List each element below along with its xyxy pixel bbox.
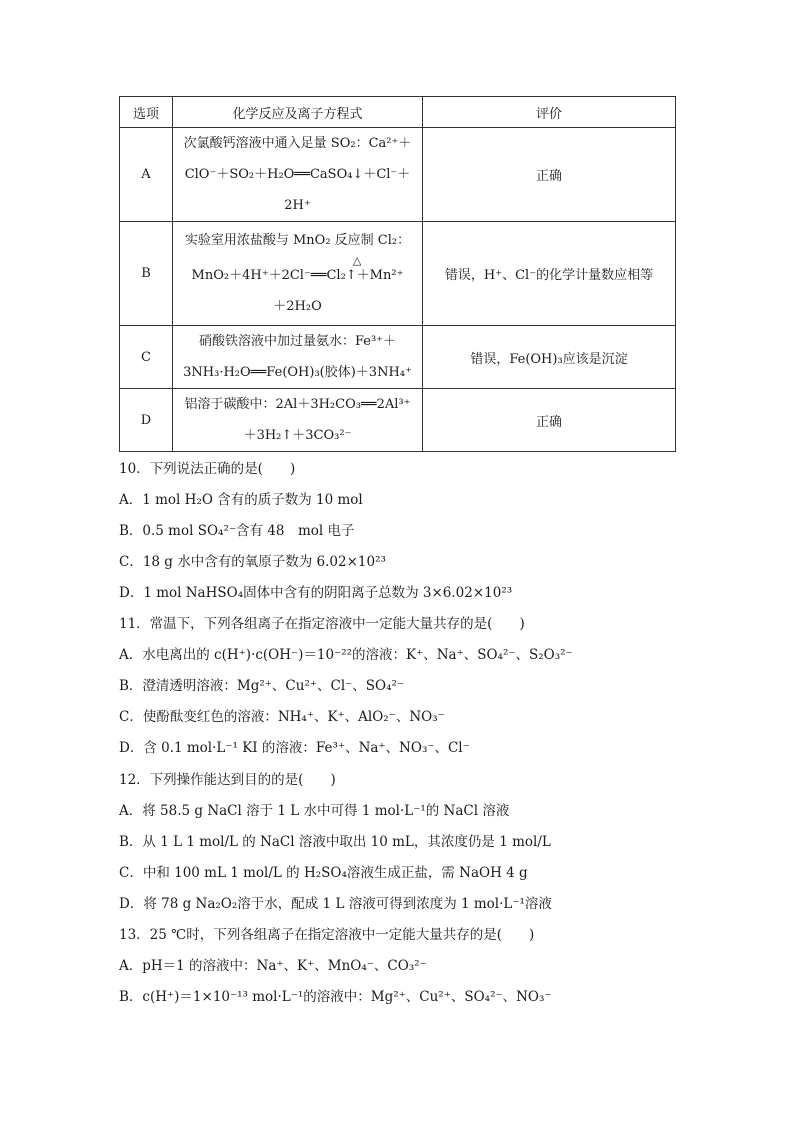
- question-11-option-b: B．澄清透明溶液：Mg²⁺、Cu²⁺、Cl⁻、SO₄²⁻: [119, 678, 405, 694]
- equation-right: ══Cl₂↑＋Mn²⁺: [310, 268, 404, 283]
- row-equation: [173, 326, 423, 389]
- header-equation: 化学反应及离子方程式: [173, 97, 423, 128]
- equation-line: ＋3H₂↑＋3CO₃²⁻: [243, 428, 352, 443]
- question-13-stem: 13．25 ℃时，下列各组离子在指定溶液中一定能大量共存的是( ): [119, 927, 535, 943]
- header-option: 选项: [120, 97, 173, 128]
- table-row: [120, 326, 676, 389]
- equation-left: MnO₂＋4H⁺＋2Cl⁻: [191, 268, 311, 283]
- question-10-option-c: C．18 g 水中含有的氧原子数为 6.02×10²³: [119, 554, 386, 570]
- question-10-option-a: A．1 mol H₂O 含有的质子数为 10 mol: [119, 492, 363, 508]
- header-evaluation: 评价: [423, 97, 676, 128]
- row-evaluation: 错误，H⁺、Cl⁻的化学计量数应相等: [423, 222, 676, 326]
- heat-triangle-icon: △: [352, 254, 362, 267]
- heating-condition: [310, 254, 404, 291]
- question-12-option-d: D．将 78 g Na₂O₂溶于水，配成 1 L 溶液可得到浓度为 1 mol·L⁻¹溶液: [119, 896, 552, 912]
- row-equation: [173, 222, 423, 326]
- question-12-option-b: B．从 1 L 1 mol/L 的 NaCl 溶液中取出 10 mL，其浓度仍是 1 mol/L: [119, 834, 551, 850]
- question-10-option-b: B．0.5 mol SO₄²⁻含有 48 mol 电子: [119, 523, 355, 539]
- equation-line: ＋2H₂O: [273, 299, 322, 314]
- row-option: D: [120, 389, 173, 452]
- row-equation: [173, 389, 423, 452]
- equation-line: 2H⁺: [284, 198, 311, 213]
- question-12-stem: 12．下列操作能达到目的的是( ): [119, 772, 336, 788]
- table-row: [120, 222, 676, 326]
- row-evaluation: 正确: [423, 389, 676, 452]
- row-evaluation: 错误，Fe(OH)₃应该是沉淀: [423, 326, 676, 389]
- equation-line: 次氯酸钙溶液中通入足量 SO₂：Ca²⁺＋: [183, 136, 412, 151]
- row-equation: [173, 128, 423, 222]
- question-12-option-a: A．将 58.5 g NaCl 溶于 1 L 水中可得 1 mol·L⁻¹的 NaCl 溶液: [119, 803, 510, 819]
- question-10-stem: 10．下列说法正确的是( ): [119, 461, 296, 477]
- row-evaluation: 正确: [423, 128, 676, 222]
- row-option: B: [120, 222, 173, 326]
- question-12-option-c: C．中和 100 mL 1 mol/L 的 H₂SO₄溶液生成正盐，需 NaOH 4 g: [119, 865, 528, 881]
- question-10-option-d: D．1 mol NaHSO₄固体中含有的阴阳离子总数为 3×6.02×10²³: [119, 585, 513, 601]
- question-11-stem: 11．常温下，下列各组离子在指定溶液中一定能大量共存的是( ): [119, 616, 525, 632]
- question-13-option-a: A．pH＝1 的溶液中：Na⁺、K⁺、MnO₄⁻、CO₃²⁻: [119, 958, 427, 974]
- question-13-option-b: B．c(H⁺)＝1×10⁻¹³ mol·L⁻¹的溶液中：Mg²⁺、Cu²⁺、SO₄²⁻、NO₃⁻: [119, 989, 552, 1005]
- equation-line: 硝酸铁溶液中加过量氨水：Fe³⁺＋: [198, 334, 397, 349]
- equation-line: 铝溶于碳酸中：2Al＋3H₂CO₃══2Al³⁺: [184, 397, 411, 412]
- row-option: C: [120, 326, 173, 389]
- table-row: [120, 128, 676, 222]
- row-option: A: [120, 128, 173, 222]
- equation-line: 实验室用浓盐酸与 MnO₂ 反应制 Cl₂：: [184, 233, 411, 248]
- question-11-option-a: A．水电离出的 c(H⁺)·c(OH⁻)＝10⁻²²的溶液：K⁺、Na⁺、SO₄²⁻、S₂O₃²⁻: [119, 647, 573, 663]
- question-11-option-c: C．使酚酞变红色的溶液：NH₄⁺、K⁺、AlO₂⁻、NO₃⁻: [119, 709, 445, 725]
- equation-line: 3NH₃·H₂O══Fe(OH)₃(胶体)＋3NH₄⁺: [183, 365, 412, 380]
- question-11-option-d: D．含 0.1 mol·L⁻¹ KI 的溶液：Fe³⁺、Na⁺、NO₃⁻、Cl⁻: [119, 740, 470, 756]
- table-header-row: [120, 97, 676, 128]
- equation-line: ClO⁻＋SO₂＋H₂O══CaSO₄↓＋Cl⁻＋: [184, 167, 411, 182]
- equation-line: [173, 256, 422, 291]
- answer-table: [119, 96, 676, 452]
- table-row: [120, 389, 676, 452]
